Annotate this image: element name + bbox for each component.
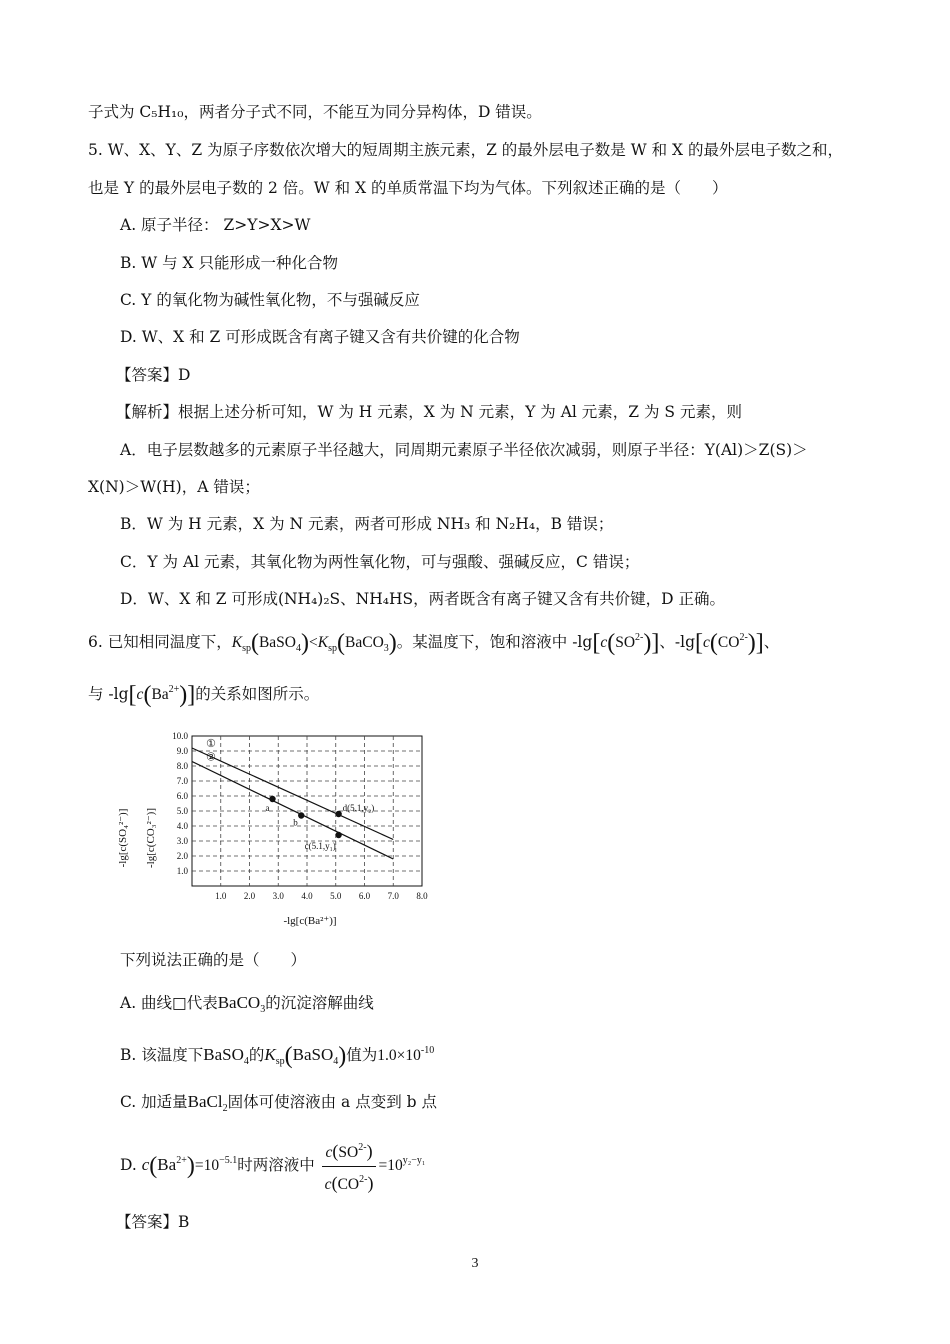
q6-option-d-result: =10 xyxy=(378,1157,403,1174)
q6-option-b xyxy=(120,1041,434,1072)
formula-subscript: 4 xyxy=(333,1056,339,1067)
x-tick-label: 6.0 xyxy=(358,891,371,901)
q5-answer: 【答案】D xyxy=(116,366,191,384)
q6-stem-tail: 、 xyxy=(763,633,780,651)
paren-close: ) xyxy=(643,630,652,656)
ion-co3: CO xyxy=(717,634,740,651)
x-tick-label: 5.0 xyxy=(330,891,342,901)
paren-open: ( xyxy=(143,682,152,708)
q5-analysis: 【解析】根据上述分析可知，W 为 H 元素，X 为 N 元素，Y 为 Al 元素，Z 为 S 元素，则 xyxy=(116,403,742,421)
paren-close: ) xyxy=(179,682,188,708)
paren-open: ( xyxy=(149,1153,158,1179)
data-point-label: d(5.1,y₂) xyxy=(342,803,375,813)
data-point-label: b xyxy=(293,817,298,828)
q6-question: 下列说法正确的是（ ） xyxy=(120,951,307,969)
ion-ba: Ba xyxy=(151,686,169,703)
ion-so4: SO xyxy=(615,634,636,651)
formula-bacl2: BaCl xyxy=(187,1092,223,1111)
y-tick-label: 8.0 xyxy=(176,761,188,771)
q6-option-c-prefix: C. 加适量 xyxy=(120,1093,188,1111)
q6-stem-line2 xyxy=(88,680,320,708)
ksp-chart xyxy=(110,728,450,933)
y-axis-label-co3: -lg[c(CO₃²⁻)] xyxy=(145,808,157,868)
ksp-subscript: sp xyxy=(275,1056,285,1067)
ksp-subscript: sp xyxy=(328,643,338,654)
q5-option-b: B. W 与 X 只能形成一种化合物 xyxy=(120,254,338,272)
paren-close: ) xyxy=(338,1043,347,1069)
curve-label-1: ① xyxy=(206,737,216,750)
y-axis-label-so4: -lg[c(SO₄²⁻)] xyxy=(117,808,129,868)
q6-stem-prefix: 6. 已知相同温度下， xyxy=(88,633,232,651)
q5-analysis-c: C．Y 为 Al 元素，其氧化物为两性氧化物，可与强酸、强碱反应，C 错误； xyxy=(120,553,640,571)
y-tick-label: 1.0 xyxy=(176,866,188,876)
q5-analysis-d: D．W、X 和 Z 可形成(NH₄)₂S、NH₄HS，两者既含有离子键又含有共价键，D 正确。 xyxy=(120,590,725,608)
paren-open: ( xyxy=(607,630,616,656)
q6-stem-mid: 。某温度下，饱和溶液中 -lg xyxy=(396,633,593,651)
x-tick-label: 3.0 xyxy=(272,891,284,901)
q5-option-c: C. Y 的氧化物为碱性氧化物，不与强碱反应 xyxy=(120,291,420,309)
q5-analysis-a-line1: A．电子层数越多的元素原子半径越大，同周期元素原子半径依次减弱，则原子半径：Y(Al)＞Z(S)＞ xyxy=(120,441,808,459)
conc-symbol: c xyxy=(703,634,710,651)
q6-option-a-prefix: A. 曲线□代表 xyxy=(120,994,218,1012)
y-tick-label: 6.0 xyxy=(176,791,188,801)
y-tick-label: 7.0 xyxy=(176,776,188,786)
bracket-close: ] xyxy=(755,630,764,656)
q6-option-d xyxy=(120,1135,425,1196)
formula-baso4: BaSO xyxy=(258,634,297,651)
ion-charge: 2- xyxy=(359,1173,368,1185)
formula-subscript: 3 xyxy=(260,1004,266,1015)
q5-analysis-a-line2: X(N)＞W(H)，A 错误； xyxy=(88,478,260,496)
data-point xyxy=(335,832,341,838)
paren-close: ) xyxy=(388,630,397,656)
formula-baco3: BaCO xyxy=(217,993,261,1012)
data-point xyxy=(269,796,275,802)
y-tick-label: 5.0 xyxy=(176,806,188,816)
paren-open: ( xyxy=(250,630,259,656)
paren-open: ( xyxy=(332,1140,339,1161)
x-axis-label: -lg[c(Ba²⁺)] xyxy=(283,915,337,927)
ratio-numerator xyxy=(322,1137,377,1167)
q6-option-d-prefix: D. xyxy=(120,1156,137,1174)
q6-stem-line1 xyxy=(88,628,779,659)
q6-option-d-exponent: −5.1 xyxy=(219,1155,238,1166)
bracket-open: [ xyxy=(592,630,601,656)
ksp-symbol: K xyxy=(317,634,329,651)
q6-option-c-suffix: 固体可使溶液由 a 点变到 b 点 xyxy=(227,1093,437,1111)
bracket-close: ] xyxy=(187,682,196,708)
paren-open: ( xyxy=(331,1172,338,1193)
bracket-open: [ xyxy=(695,630,703,656)
ksp-symbol: K xyxy=(231,634,243,651)
x-tick-label: 4.0 xyxy=(301,891,313,901)
bracket-close: ] xyxy=(651,630,660,656)
ion-charge: 2- xyxy=(739,632,748,643)
q5-stem-line1: 5. W、X、Y、Z 为原子序数依次增大的短周期主族元素，Z 的最外层电子数是 W 和 X 的最外层电子数之和， xyxy=(88,141,843,159)
data-point-label: c(5.1,y₁) xyxy=(304,841,336,851)
ion-charge: 2+ xyxy=(168,684,180,695)
y-tick-label: 10.0 xyxy=(172,731,188,741)
concentration-ratio xyxy=(322,1137,377,1196)
paren-close: ) xyxy=(301,630,310,656)
paren-close: ) xyxy=(186,1153,195,1179)
y-tick-label: 4.0 xyxy=(176,821,188,831)
formula-subscript: 3 xyxy=(383,643,389,654)
ion-so4: SO xyxy=(338,1143,359,1161)
ratio-denominator xyxy=(322,1167,377,1196)
q6-option-d-equals: =10 xyxy=(194,1157,220,1174)
formula-baso4: BaSO xyxy=(292,1045,334,1064)
q5-analysis-b: B．W 为 H 元素，X 为 N 元素，两者可形成 NH₃ 和 N₂H₄，B 错误； xyxy=(120,515,614,533)
conc-symbol: c xyxy=(325,1143,333,1161)
q6-option-b-de: 的 xyxy=(248,1046,265,1064)
q6-option-a-suffix: 的沉淀溶解曲线 xyxy=(265,994,374,1012)
q5-option-d: D. W、X 和 Z 可形成既含有离子键又含有共价键的化合物 xyxy=(120,328,520,346)
bracket-open: [ xyxy=(128,682,137,708)
formula-subscript: 4 xyxy=(296,643,302,654)
paren-close: ) xyxy=(367,1172,374,1193)
q6-option-b-prefix: B. 该温度下 xyxy=(120,1046,204,1064)
data-point xyxy=(298,812,304,818)
ksp-symbol: K xyxy=(264,1045,276,1064)
ion-ba: Ba xyxy=(157,1155,177,1174)
q6-line2-suffix: 的关系如图所示。 xyxy=(195,685,320,703)
formula-subscript: 2 xyxy=(222,1103,228,1114)
conc-symbol: c xyxy=(324,1175,332,1193)
q6-separator: 、-lg xyxy=(659,633,695,651)
formula-baco3: BaCO xyxy=(345,634,384,651)
page-number: 3 xyxy=(471,1256,479,1271)
ion-charge: 2- xyxy=(635,632,644,643)
formula-baso4: BaSO xyxy=(203,1045,244,1064)
q6-option-a xyxy=(120,993,374,1020)
q6-option-b-value: 值为1.0×10 xyxy=(346,1047,421,1064)
q6-option-b-exponent: -10 xyxy=(420,1045,435,1056)
q5-stem-line2: 也是 Y 的最外层电子数的 2 倍。W 和 X 的单质常温下均为气体。下列叙述正确的是（ ） xyxy=(88,179,728,197)
paren-close: ) xyxy=(747,630,756,656)
x-tick-label: 8.0 xyxy=(416,891,428,901)
ksp-subscript: sp xyxy=(242,643,251,654)
y-tick-label: 9.0 xyxy=(176,746,188,756)
q5-option-a: A. 原子半径： Z>Y>X>W xyxy=(120,216,311,234)
paren-open: ( xyxy=(337,630,346,656)
data-point xyxy=(335,811,341,817)
paren-open: ( xyxy=(284,1043,293,1069)
conc-symbol: c xyxy=(141,1155,150,1174)
paren-open: ( xyxy=(709,630,718,656)
paren-close: ) xyxy=(366,1140,373,1161)
curve-label-2: ② xyxy=(206,750,216,764)
y-tick-label: 3.0 xyxy=(176,836,188,846)
carryover-text: 子式为 C₅H₁₀，两者分子式不同，不能互为同分异构体，D 错误。 xyxy=(88,103,542,121)
q6-line2-prefix: 与 -lg xyxy=(88,685,129,703)
ion-charge: 2+ xyxy=(176,1155,187,1166)
conc-symbol: c xyxy=(136,686,144,703)
conc-symbol: c xyxy=(600,634,608,651)
ion-co3: CO xyxy=(337,1175,360,1193)
less-than-sign: < xyxy=(309,634,318,651)
q6-option-c xyxy=(120,1092,437,1119)
x-tick-label: 2.0 xyxy=(243,891,256,901)
q6-option-d-result-exponent: y₂−y₁ xyxy=(402,1155,426,1166)
ion-charge: 2- xyxy=(358,1141,367,1153)
x-tick-label: 1.0 xyxy=(215,891,227,901)
q6-answer: 【答案】B xyxy=(116,1213,190,1231)
formula-subscript: 4 xyxy=(243,1056,249,1067)
x-tick-label: 7.0 xyxy=(387,891,399,901)
q6-option-d-mid: 时两溶液中 xyxy=(237,1156,315,1174)
y-tick-label: 2.0 xyxy=(176,851,188,861)
data-point-label: a xyxy=(265,803,270,813)
